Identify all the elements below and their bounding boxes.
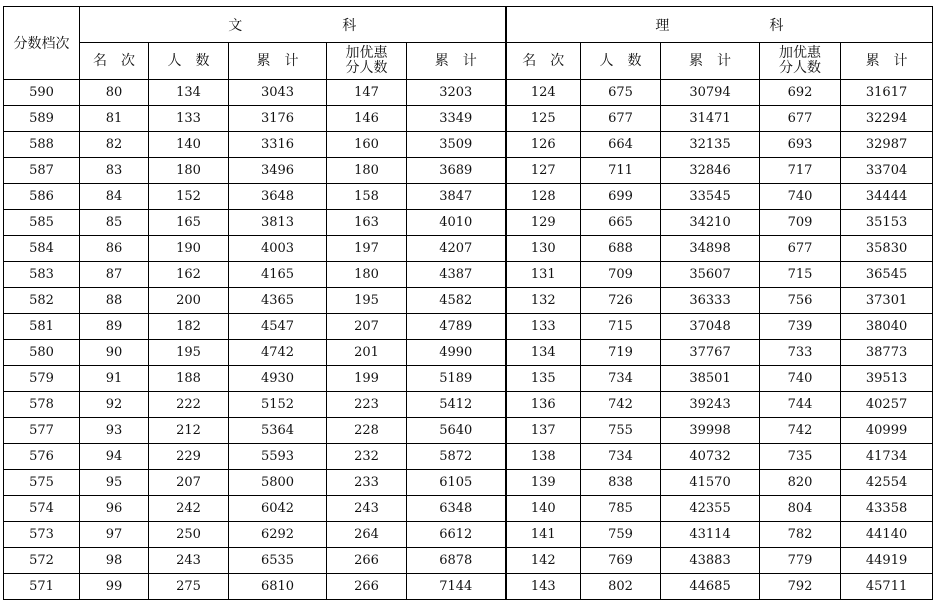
- science-cumulative-cell: 39998: [661, 418, 760, 444]
- arts-bonus-cell: 264: [327, 522, 407, 548]
- science-rank-cell: 135: [506, 366, 581, 392]
- science-cumulative-cell: 38501: [661, 366, 760, 392]
- arts-rank-cell: 98: [80, 548, 149, 574]
- arts-count-cell: 140: [149, 132, 229, 158]
- science-cumulative2-cell: 40257: [841, 392, 933, 418]
- table-row: [4, 444, 933, 470]
- science-rank-cell: 125: [506, 106, 581, 132]
- science-cumulative-cell: 33545: [661, 184, 760, 210]
- science-count-cell: 699: [581, 184, 661, 210]
- table-row: [4, 470, 933, 496]
- arts-cumulative-cell: 4742: [229, 340, 327, 366]
- table-row: [4, 418, 933, 444]
- arts-rank-cell: 92: [80, 392, 149, 418]
- table-row: [4, 236, 933, 262]
- table-row: [4, 392, 933, 418]
- science-cumulative2-cell: 38040: [841, 314, 933, 340]
- arts-cumulative2-cell: 4387: [407, 262, 506, 288]
- science-bonus-cell: 709: [760, 210, 841, 236]
- science-cumulative-cell: 40732: [661, 444, 760, 470]
- arts-cumulative2-cell: 3689: [407, 158, 506, 184]
- score-cell: 585: [4, 210, 80, 236]
- arts-count-cell: 133: [149, 106, 229, 132]
- science-cumulative-cell: 43114: [661, 522, 760, 548]
- science-rank-cell: 126: [506, 132, 581, 158]
- score-cell: 574: [4, 496, 80, 522]
- science-count-cell: 785: [581, 496, 661, 522]
- arts-rank-cell: 85: [80, 210, 149, 236]
- science-bonus-cell: 779: [760, 548, 841, 574]
- score-cell: 583: [4, 262, 80, 288]
- science-rank-cell: 127: [506, 158, 581, 184]
- arts-bonus-cell: 228: [327, 418, 407, 444]
- science-count-cell: 838: [581, 470, 661, 496]
- arts-bonus-cell: 233: [327, 470, 407, 496]
- science-cumulative2-cell: 35830: [841, 236, 933, 262]
- arts-count-cell: 182: [149, 314, 229, 340]
- table-row: [4, 522, 933, 548]
- arts-cumulative2-cell: 5189: [407, 366, 506, 392]
- arts-rank-cell: 81: [80, 106, 149, 132]
- science-count-cell: 734: [581, 444, 661, 470]
- science-cumulative2-cell: 34444: [841, 184, 933, 210]
- arts-cumulative2-cell: 4789: [407, 314, 506, 340]
- science-bonus-cell: 820: [760, 470, 841, 496]
- science-rank-cell: 129: [506, 210, 581, 236]
- arts-bonus-cell: 147: [327, 80, 407, 106]
- arts-rank-header: 名 次: [80, 43, 149, 80]
- arts-count-cell: 222: [149, 392, 229, 418]
- table-row: [4, 106, 933, 132]
- science-count-cell: 711: [581, 158, 661, 184]
- arts-cumulative2-cell: 3847: [407, 184, 506, 210]
- science-count-cell: 675: [581, 80, 661, 106]
- arts-count-cell: 134: [149, 80, 229, 106]
- arts-cumulative-cell: 5593: [229, 444, 327, 470]
- arts-rank-cell: 87: [80, 262, 149, 288]
- science-count-cell: 769: [581, 548, 661, 574]
- science-bonus-cell: 677: [760, 236, 841, 262]
- table-row: [4, 262, 933, 288]
- arts-cumulative-header: 累 计: [229, 43, 327, 80]
- science-rank-cell: 131: [506, 262, 581, 288]
- science-cumulative-cell: 37767: [661, 340, 760, 366]
- science-bonus-cell: 756: [760, 288, 841, 314]
- arts-rank-cell: 80: [80, 80, 149, 106]
- arts-bonus-cell: 232: [327, 444, 407, 470]
- science-rank-header: 名 次: [506, 43, 581, 80]
- science-cumulative2-cell: 41734: [841, 444, 933, 470]
- science-cumulative-cell: 44685: [661, 574, 760, 600]
- arts-bonus-line1: 加优惠: [345, 45, 388, 61]
- arts-rank-cell: 82: [80, 132, 149, 158]
- table-row: [4, 80, 933, 106]
- arts-bonus-line2: 分人数: [345, 60, 388, 76]
- arts-bonus-cell: 207: [327, 314, 407, 340]
- science-rank-cell: 139: [506, 470, 581, 496]
- score-cell: 576: [4, 444, 80, 470]
- score-cell: 586: [4, 184, 80, 210]
- science-cumulative2-cell: 36545: [841, 262, 933, 288]
- arts-count-cell: 207: [149, 470, 229, 496]
- science-rank-cell: 132: [506, 288, 581, 314]
- score-cell: 588: [4, 132, 80, 158]
- arts-bonus-cell: 199: [327, 366, 407, 392]
- science-bonus-cell: 742: [760, 418, 841, 444]
- science-cumulative-cell: 30794: [661, 80, 760, 106]
- arts-rank-cell: 89: [80, 314, 149, 340]
- arts-count-cell: 229: [149, 444, 229, 470]
- arts-cumulative-cell: 6810: [229, 574, 327, 600]
- score-cell: 580: [4, 340, 80, 366]
- score-cell: 573: [4, 522, 80, 548]
- science-count-cell: 665: [581, 210, 661, 236]
- science-group-header: [506, 7, 933, 43]
- arts-cumulative-cell: 4003: [229, 236, 327, 262]
- arts-cumulative2-cell: 6105: [407, 470, 506, 496]
- science-cumulative2-cell: 42554: [841, 470, 933, 496]
- science-cumulative2-cell: 32987: [841, 132, 933, 158]
- arts-cumulative2-cell: 5412: [407, 392, 506, 418]
- arts-count-cell: 180: [149, 158, 229, 184]
- science-title-right: 科: [769, 17, 784, 34]
- arts-bonus-cell: 180: [327, 262, 407, 288]
- score-cell: 584: [4, 236, 80, 262]
- arts-rank-cell: 99: [80, 574, 149, 600]
- arts-title-left: 文: [228, 17, 243, 34]
- arts-count-cell: 275: [149, 574, 229, 600]
- arts-cumulative2-cell: 4010: [407, 210, 506, 236]
- science-cumulative-cell: 35607: [661, 262, 760, 288]
- arts-count-cell: 165: [149, 210, 229, 236]
- science-bonus-cell: 782: [760, 522, 841, 548]
- table-row: [4, 574, 933, 600]
- science-cumulative2-cell: 40999: [841, 418, 933, 444]
- score-cell: 578: [4, 392, 80, 418]
- science-bonus-cell: 740: [760, 366, 841, 392]
- table-row: [4, 314, 933, 340]
- science-rank-cell: 142: [506, 548, 581, 574]
- table-row: [4, 288, 933, 314]
- arts-bonus-cell: 223: [327, 392, 407, 418]
- arts-group-header: [80, 7, 506, 43]
- science-cumulative2-cell: 38773: [841, 340, 933, 366]
- arts-cumulative2-cell: 5872: [407, 444, 506, 470]
- science-bonus-cell: 735: [760, 444, 841, 470]
- score-cell: 572: [4, 548, 80, 574]
- table-row: [4, 158, 933, 184]
- science-count-cell: 677: [581, 106, 661, 132]
- arts-count-cell: 162: [149, 262, 229, 288]
- science-cumulative-cell: 32135: [661, 132, 760, 158]
- science-cumulative2-header: 累 计: [841, 43, 933, 80]
- science-cumulative2-cell: 39513: [841, 366, 933, 392]
- arts-bonus-cell: 243: [327, 496, 407, 522]
- science-rank-cell: 133: [506, 314, 581, 340]
- arts-cumulative-cell: 5364: [229, 418, 327, 444]
- science-bonus-cell: 692: [760, 80, 841, 106]
- arts-cumulative2-cell: 3509: [407, 132, 506, 158]
- science-count-cell: 719: [581, 340, 661, 366]
- arts-cumulative-cell: 4165: [229, 262, 327, 288]
- science-bonus-line1: 加优惠: [779, 45, 822, 61]
- science-cumulative-cell: 39243: [661, 392, 760, 418]
- arts-cumulative-cell: 4547: [229, 314, 327, 340]
- arts-count-header: 人 数: [149, 43, 229, 80]
- arts-cumulative-cell: 5152: [229, 392, 327, 418]
- arts-cumulative2-cell: 6878: [407, 548, 506, 574]
- arts-bonus-cell: 158: [327, 184, 407, 210]
- science-rank-cell: 141: [506, 522, 581, 548]
- arts-cumulative2-cell: 5640: [407, 418, 506, 444]
- arts-cumulative-cell: 3648: [229, 184, 327, 210]
- arts-count-cell: 212: [149, 418, 229, 444]
- arts-rank-cell: 94: [80, 444, 149, 470]
- science-bonus-cell: 715: [760, 262, 841, 288]
- science-bonus-header: [760, 43, 841, 80]
- arts-bonus-cell: 180: [327, 158, 407, 184]
- science-cumulative-cell: 32846: [661, 158, 760, 184]
- science-count-cell: 664: [581, 132, 661, 158]
- table-row: [4, 496, 933, 522]
- arts-cumulative2-cell: 4990: [407, 340, 506, 366]
- science-cumulative2-cell: 44140: [841, 522, 933, 548]
- arts-bonus-cell: 197: [327, 236, 407, 262]
- science-cumulative-cell: 41570: [661, 470, 760, 496]
- arts-cumulative-cell: 3496: [229, 158, 327, 184]
- arts-rank-cell: 86: [80, 236, 149, 262]
- science-bonus-cell: 740: [760, 184, 841, 210]
- arts-cumulative-cell: 5800: [229, 470, 327, 496]
- arts-count-cell: 243: [149, 548, 229, 574]
- score-cell: 589: [4, 106, 80, 132]
- science-cumulative2-cell: 43358: [841, 496, 933, 522]
- arts-cumulative-cell: 3176: [229, 106, 327, 132]
- science-cumulative2-cell: 35153: [841, 210, 933, 236]
- arts-bonus-cell: 146: [327, 106, 407, 132]
- arts-rank-cell: 93: [80, 418, 149, 444]
- science-count-header: 人 数: [581, 43, 661, 80]
- science-rank-cell: 124: [506, 80, 581, 106]
- arts-cumulative2-cell: 3203: [407, 80, 506, 106]
- science-bonus-line2: 分人数: [779, 60, 822, 76]
- science-cumulative-cell: 34210: [661, 210, 760, 236]
- score-cell: 575: [4, 470, 80, 496]
- science-rank-cell: 134: [506, 340, 581, 366]
- score-cell: 582: [4, 288, 80, 314]
- arts-cumulative2-cell: 6612: [407, 522, 506, 548]
- column-header-row: [4, 43, 933, 80]
- science-rank-cell: 143: [506, 574, 581, 600]
- arts-cumulative-cell: 3043: [229, 80, 327, 106]
- arts-bonus-cell: 266: [327, 574, 407, 600]
- science-cumulative-header: 累 计: [661, 43, 760, 80]
- science-rank-cell: 136: [506, 392, 581, 418]
- table-row: [4, 366, 933, 392]
- science-cumulative2-cell: 31617: [841, 80, 933, 106]
- science-cumulative2-cell: 37301: [841, 288, 933, 314]
- arts-count-cell: 250: [149, 522, 229, 548]
- science-title-left: 理: [655, 17, 670, 34]
- science-cumulative2-cell: 33704: [841, 158, 933, 184]
- arts-bonus-cell: 163: [327, 210, 407, 236]
- arts-cumulative-cell: 4365: [229, 288, 327, 314]
- score-distribution-table: [3, 6, 933, 600]
- arts-cumulative2-cell: 4207: [407, 236, 506, 262]
- group-header-row: [4, 7, 933, 43]
- score-level-header: 分数档次: [4, 7, 80, 80]
- arts-count-cell: 200: [149, 288, 229, 314]
- arts-count-cell: 195: [149, 340, 229, 366]
- score-cell: 577: [4, 418, 80, 444]
- arts-cumulative2-cell: 7144: [407, 574, 506, 600]
- arts-bonus-cell: 160: [327, 132, 407, 158]
- science-rank-cell: 138: [506, 444, 581, 470]
- arts-rank-cell: 97: [80, 522, 149, 548]
- arts-count-cell: 190: [149, 236, 229, 262]
- arts-rank-cell: 95: [80, 470, 149, 496]
- science-bonus-cell: 693: [760, 132, 841, 158]
- science-cumulative-cell: 42355: [661, 496, 760, 522]
- science-count-cell: 709: [581, 262, 661, 288]
- science-count-cell: 734: [581, 366, 661, 392]
- arts-cumulative2-cell: 4582: [407, 288, 506, 314]
- science-bonus-cell: 677: [760, 106, 841, 132]
- arts-title-right: 科: [342, 17, 357, 34]
- arts-rank-cell: 88: [80, 288, 149, 314]
- arts-rank-cell: 96: [80, 496, 149, 522]
- science-count-cell: 726: [581, 288, 661, 314]
- arts-bonus-cell: 201: [327, 340, 407, 366]
- science-bonus-cell: 804: [760, 496, 841, 522]
- score-cell: 581: [4, 314, 80, 340]
- score-cell: 590: [4, 80, 80, 106]
- science-bonus-cell: 792: [760, 574, 841, 600]
- table-body: [4, 7, 933, 600]
- science-count-cell: 755: [581, 418, 661, 444]
- science-cumulative-cell: 43883: [661, 548, 760, 574]
- science-count-cell: 715: [581, 314, 661, 340]
- table-row: [4, 210, 933, 236]
- science-rank-cell: 130: [506, 236, 581, 262]
- science-bonus-cell: 733: [760, 340, 841, 366]
- arts-cumulative-cell: 3813: [229, 210, 327, 236]
- score-cell: 571: [4, 574, 80, 600]
- arts-count-cell: 242: [149, 496, 229, 522]
- science-rank-cell: 140: [506, 496, 581, 522]
- arts-count-cell: 152: [149, 184, 229, 210]
- arts-cumulative-cell: 4930: [229, 366, 327, 392]
- arts-bonus-cell: 195: [327, 288, 407, 314]
- science-cumulative2-cell: 32294: [841, 106, 933, 132]
- arts-cumulative2-header: 累 计: [407, 43, 506, 80]
- arts-cumulative2-cell: 6348: [407, 496, 506, 522]
- arts-rank-cell: 90: [80, 340, 149, 366]
- science-rank-cell: 128: [506, 184, 581, 210]
- arts-rank-cell: 91: [80, 366, 149, 392]
- arts-cumulative-cell: 6042: [229, 496, 327, 522]
- science-count-cell: 688: [581, 236, 661, 262]
- science-count-cell: 759: [581, 522, 661, 548]
- table-row: [4, 548, 933, 574]
- arts-cumulative-cell: 6292: [229, 522, 327, 548]
- science-cumulative-cell: 36333: [661, 288, 760, 314]
- arts-bonus-cell: 266: [327, 548, 407, 574]
- arts-count-cell: 188: [149, 366, 229, 392]
- arts-cumulative-cell: 3316: [229, 132, 327, 158]
- science-count-cell: 742: [581, 392, 661, 418]
- arts-bonus-header: [327, 43, 407, 80]
- science-cumulative-cell: 34898: [661, 236, 760, 262]
- arts-cumulative-cell: 6535: [229, 548, 327, 574]
- science-cumulative-cell: 31471: [661, 106, 760, 132]
- science-bonus-cell: 744: [760, 392, 841, 418]
- arts-cumulative2-cell: 3349: [407, 106, 506, 132]
- science-rank-cell: 137: [506, 418, 581, 444]
- science-cumulative-cell: 37048: [661, 314, 760, 340]
- science-count-cell: 802: [581, 574, 661, 600]
- score-cell: 587: [4, 158, 80, 184]
- table-row: [4, 340, 933, 366]
- table-row: [4, 132, 933, 158]
- table-row: [4, 184, 933, 210]
- science-cumulative2-cell: 45711: [841, 574, 933, 600]
- science-bonus-cell: 739: [760, 314, 841, 340]
- arts-rank-cell: 84: [80, 184, 149, 210]
- score-cell: 579: [4, 366, 80, 392]
- arts-rank-cell: 83: [80, 158, 149, 184]
- science-bonus-cell: 717: [760, 158, 841, 184]
- science-cumulative2-cell: 44919: [841, 548, 933, 574]
